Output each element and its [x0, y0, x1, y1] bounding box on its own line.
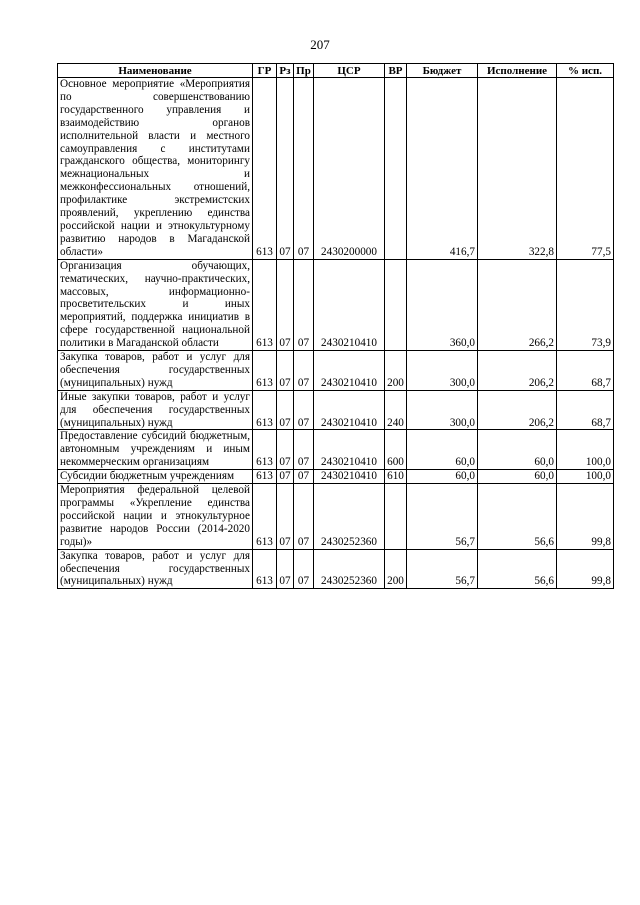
page-number: 207	[310, 37, 330, 52]
table-body	[58, 78, 614, 589]
gr-cell: 613	[253, 351, 277, 391]
vr-cell	[385, 259, 407, 350]
row-name-cell: Основное мероприятие «Мероприятия по совершенствованию государственного управления и взаимодействию органов исполнительной власти и местного самоуправления с институтами гражданского общества, мониторингу межнациональных и межконфессиональных отношений, профилактике экстремистских проявлений, укреплению единства российской нации и этнокультурному развитию народов в Магаданской области»	[58, 78, 253, 260]
pr-cell: 07	[294, 430, 314, 470]
csr-cell: 2430252360	[314, 549, 385, 589]
budget-cell: 416,7	[407, 78, 478, 260]
row-name-cell: Организация обучающих, тематических, научно-практических, массовых, информационно-просветительских и иных мероприятий, поддержка инициатив в сфере государственной национальной политики в Магаданской области	[58, 259, 253, 350]
pr-cell: 07	[294, 259, 314, 350]
rz-cell: 07	[277, 78, 294, 260]
rz-cell: 07	[277, 549, 294, 589]
gr-cell: 613	[253, 430, 277, 470]
budget-cell: 60,0	[407, 470, 478, 484]
percent-cell: 77,5	[557, 78, 614, 260]
csr-cell: 2430210410	[314, 259, 385, 350]
execution-cell: 60,0	[478, 470, 557, 484]
gr-cell: 613	[253, 484, 277, 550]
csr-cell: 2430252360	[314, 484, 385, 550]
table-row	[58, 259, 614, 350]
header-budget: Бюджет	[407, 64, 478, 78]
budget-cell: 360,0	[407, 259, 478, 350]
vr-cell: 200	[385, 549, 407, 589]
pr-cell: 07	[294, 549, 314, 589]
rz-cell: 07	[277, 259, 294, 350]
execution-cell: 56,6	[478, 484, 557, 550]
row-name-cell: Иные закупки товаров, работ и услуг для обеспечения государственных (муниципальных) нужд	[58, 390, 253, 430]
gr-cell: 613	[253, 78, 277, 260]
execution-cell: 56,6	[478, 549, 557, 589]
row-name-cell: Субсидии бюджетным учреждениям	[58, 470, 253, 484]
vr-cell: 600	[385, 430, 407, 470]
gr-cell: 613	[253, 259, 277, 350]
gr-cell: 613	[253, 390, 277, 430]
pr-cell: 07	[294, 470, 314, 484]
header-pr: Пр	[294, 64, 314, 78]
rz-cell: 07	[277, 484, 294, 550]
table-row	[58, 470, 614, 484]
header-vr: ВР	[385, 64, 407, 78]
row-name-cell: Закупка товаров, работ и услуг для обеспечения государственных (муниципальных) нужд	[58, 351, 253, 391]
budget-cell: 300,0	[407, 390, 478, 430]
table-row	[58, 430, 614, 470]
rz-cell: 07	[277, 390, 294, 430]
header-gr: ГР	[253, 64, 277, 78]
percent-cell: 100,0	[557, 470, 614, 484]
rz-cell: 07	[277, 351, 294, 391]
pr-cell: 07	[294, 390, 314, 430]
execution-cell: 206,2	[478, 390, 557, 430]
header-csr: ЦСР	[314, 64, 385, 78]
csr-cell: 2430210410	[314, 390, 385, 430]
table-row	[58, 78, 614, 260]
vr-cell	[385, 484, 407, 550]
rz-cell: 07	[277, 430, 294, 470]
table-row	[58, 549, 614, 589]
table-row	[58, 390, 614, 430]
header-execution: Исполнение	[478, 64, 557, 78]
vr-cell: 200	[385, 351, 407, 391]
table-row	[58, 351, 614, 391]
execution-cell: 60,0	[478, 430, 557, 470]
execution-cell: 206,2	[478, 351, 557, 391]
vr-cell: 240	[385, 390, 407, 430]
budget-cell: 300,0	[407, 351, 478, 391]
percent-cell: 99,8	[557, 484, 614, 550]
budget-cell: 56,7	[407, 549, 478, 589]
pr-cell: 07	[294, 351, 314, 391]
vr-cell	[385, 78, 407, 260]
header-rz: Рз	[277, 64, 294, 78]
rz-cell: 07	[277, 470, 294, 484]
table-header-row	[58, 64, 614, 78]
header-name: Наименование	[58, 64, 253, 78]
execution-cell: 322,8	[478, 78, 557, 260]
row-name-cell: Предоставление субсидий бюджетным, автономным учреждениям и иным некоммерческим организациям	[58, 430, 253, 470]
percent-cell: 99,8	[557, 549, 614, 589]
csr-cell: 2430210410	[314, 430, 385, 470]
header-percent: % исп.	[557, 64, 614, 78]
percent-cell: 73,9	[557, 259, 614, 350]
row-name-cell: Закупка товаров, работ и услуг для обеспечения государственных (муниципальных) нужд	[58, 549, 253, 589]
csr-cell: 2430200000	[314, 78, 385, 260]
gr-cell: 613	[253, 549, 277, 589]
vr-cell: 610	[385, 470, 407, 484]
budget-table	[57, 63, 614, 589]
pr-cell: 07	[294, 484, 314, 550]
csr-cell: 2430210410	[314, 351, 385, 391]
csr-cell: 2430210410	[314, 470, 385, 484]
pr-cell: 07	[294, 78, 314, 260]
budget-cell: 56,7	[407, 484, 478, 550]
table-row	[58, 484, 614, 550]
percent-cell: 68,7	[557, 390, 614, 430]
execution-cell: 266,2	[478, 259, 557, 350]
row-name-cell: Мероприятия федеральной целевой программы «Укрепление единства российской нации и этнокультурное развитие народов России (2014-2020 годы)»	[58, 484, 253, 550]
gr-cell: 613	[253, 470, 277, 484]
percent-cell: 68,7	[557, 351, 614, 391]
percent-cell: 100,0	[557, 430, 614, 470]
budget-cell: 60,0	[407, 430, 478, 470]
